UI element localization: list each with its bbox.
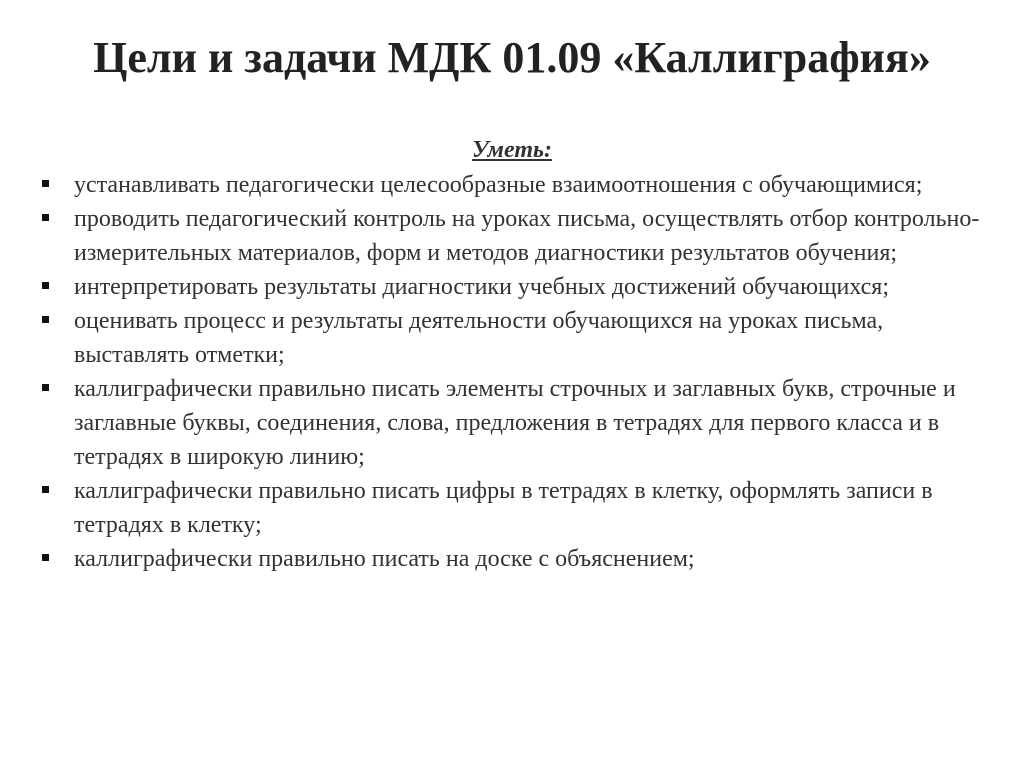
- square-bullet-icon: [42, 486, 49, 493]
- list-item-text: каллиграфически правильно писать на доске с объяснением;: [74, 546, 695, 572]
- list-item-text: каллиграфически правильно писать цифры в тетрадях в клетку, оформлять записи в тетрадях в клетку;: [74, 478, 933, 538]
- list-item-text: интерпретировать результаты диагностики учебных достижений обучающихся;: [74, 274, 890, 300]
- slide-title: Цели и задачи МДК 01.09 «Каллиграфия»: [93, 33, 931, 82]
- list-item-text: оценивать процесс и результаты деятельности обучающихся на уроках письма, выставлять отметки;: [74, 308, 884, 368]
- square-bullet-icon: [42, 384, 49, 391]
- list-item: [40, 270, 1000, 304]
- square-bullet-icon: [42, 554, 49, 561]
- square-bullet-icon: [42, 180, 49, 187]
- list-item-text: каллиграфически правильно писать элементы строчных и заглавных букв, строчные и заглавные буквы, соединения, слова, предложения в тетрадях для первого класса и в тетрадях в широкую линию;: [74, 376, 956, 470]
- section-heading: Уметь:: [472, 137, 552, 163]
- list-item: [40, 372, 1000, 474]
- list-item: [40, 202, 1000, 270]
- list-item-text: устанавливать педагогически целесообразные взаимоотношения с обучающимися;: [74, 172, 923, 198]
- list-item-text: проводить педагогический контроль на уроках письма, осуществлять отбор контрольно-измерительных материалов, форм и методов диагностики результатов обучения;: [74, 206, 980, 266]
- list-item: [40, 542, 1000, 576]
- skills-list: [40, 168, 1000, 576]
- square-bullet-icon: [42, 282, 49, 289]
- square-bullet-icon: [42, 316, 49, 323]
- list-item: [40, 304, 1000, 372]
- square-bullet-icon: [42, 214, 49, 221]
- list-item: [40, 474, 1000, 542]
- list-item: [40, 168, 1000, 202]
